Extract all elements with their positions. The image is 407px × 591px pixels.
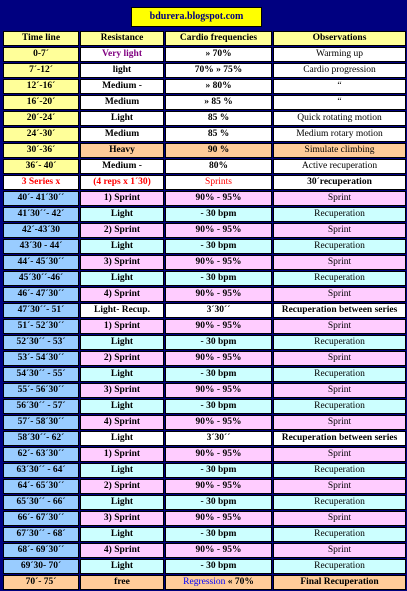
resistance-cell: Light bbox=[80, 495, 164, 510]
table-row bbox=[3, 319, 406, 334]
cardio-cell: 90% - 95% bbox=[165, 351, 272, 366]
time-cell: 47´30´´- 51´ bbox=[3, 303, 79, 318]
observation-cell: Sprint bbox=[273, 191, 406, 206]
resistance-cell: Light bbox=[80, 335, 164, 350]
time-cell: 42´-43´30 bbox=[3, 223, 79, 238]
table-row bbox=[3, 271, 406, 286]
resistance-cell: 3) Sprint bbox=[80, 511, 164, 526]
observation-cell: Sprint bbox=[273, 287, 406, 302]
table-row bbox=[3, 431, 406, 446]
table-row bbox=[3, 111, 406, 126]
resistance-cell: 4) Sprint bbox=[80, 287, 164, 302]
time-cell: 68´- 69´30´´ bbox=[3, 543, 79, 558]
resistance-cell: Light bbox=[80, 431, 164, 446]
table-row bbox=[3, 559, 406, 574]
observation-cell: Recuperation bbox=[273, 367, 406, 382]
time-cell: 0-7´ bbox=[3, 47, 79, 62]
observation-cell: Sprint bbox=[273, 351, 406, 366]
observation-cell: Recuperation bbox=[273, 239, 406, 254]
table-row bbox=[3, 335, 406, 350]
cardio-cell: 90% - 95% bbox=[165, 255, 272, 270]
time-cell: 12´-16´ bbox=[3, 79, 79, 94]
blog-title: bdurera.blogspot.com bbox=[131, 7, 262, 27]
header-cardio: Cardio frequencies bbox=[165, 31, 272, 46]
resistance-cell: Medium - bbox=[80, 79, 164, 94]
time-cell: 65´30´´ - 66´ bbox=[3, 495, 79, 510]
resistance-cell: 4) Sprint bbox=[80, 543, 164, 558]
time-cell: 36´- 40´ bbox=[3, 159, 79, 174]
time-cell: 66´- 67´30´´ bbox=[3, 511, 79, 526]
table-row bbox=[3, 367, 406, 382]
cardio-cell bbox=[165, 575, 272, 590]
time-cell: 51´- 52´30´´ bbox=[3, 319, 79, 334]
cardio-cell: - 30 bpm bbox=[165, 527, 272, 542]
cardio-cell: » 80% bbox=[165, 79, 272, 94]
time-cell: 64´- 65´30´´ bbox=[3, 479, 79, 494]
cardio-cell: 3´30´´ bbox=[165, 431, 272, 446]
observation-cell: “ bbox=[273, 95, 406, 110]
observation-cell: Recuperation bbox=[273, 559, 406, 574]
observation-cell: Sprint bbox=[273, 319, 406, 334]
table-row bbox=[3, 255, 406, 270]
table-row bbox=[3, 95, 406, 110]
resistance-cell: Very light bbox=[80, 47, 164, 62]
header-time-line: Time line bbox=[3, 31, 79, 46]
time-cell: 70´- 75´ bbox=[3, 575, 79, 590]
observation-cell: Sprint bbox=[273, 223, 406, 238]
cardio-cell: 3´30´´ bbox=[165, 303, 272, 318]
observation-cell: 30´recuperation bbox=[273, 175, 406, 190]
header-resistance: Resistance bbox=[80, 31, 164, 46]
table-row bbox=[3, 303, 406, 318]
table-row bbox=[3, 511, 406, 526]
table-row bbox=[3, 415, 406, 430]
observation-cell: Recuperation between series bbox=[273, 431, 406, 446]
observation-cell: Recuperation bbox=[273, 207, 406, 222]
cardio-cell: 80% bbox=[165, 159, 272, 174]
cardio-cell: - 30 bpm bbox=[165, 271, 272, 286]
cardio-cell: 90% - 95% bbox=[165, 479, 272, 494]
observation-cell: Recuperation bbox=[273, 527, 406, 542]
final-row bbox=[3, 575, 406, 590]
time-cell: 43´30 - 44´ bbox=[3, 239, 79, 254]
observation-cell: Active recuperation bbox=[273, 159, 406, 174]
table-row bbox=[3, 239, 406, 254]
cardio-cell: - 30 bpm bbox=[165, 559, 272, 574]
resistance-cell: Light bbox=[80, 463, 164, 478]
table-row bbox=[3, 127, 406, 142]
resistance-cell: Light bbox=[80, 527, 164, 542]
resistance-cell: 1) Sprint bbox=[80, 447, 164, 462]
cardio-cell: » 85 % bbox=[165, 95, 272, 110]
resistance-cell: Medium - bbox=[80, 159, 164, 174]
time-cell: 62´- 63´30´´ bbox=[3, 447, 79, 462]
table-row bbox=[3, 175, 406, 190]
workout-table bbox=[2, 30, 407, 591]
resistance-cell: (4 reps x 1´30) bbox=[80, 175, 164, 190]
cardio-cell: - 30 bpm bbox=[165, 399, 272, 414]
time-cell: 55´- 56´30´´ bbox=[3, 383, 79, 398]
time-cell: 7´-12´ bbox=[3, 63, 79, 78]
resistance-cell: Light bbox=[80, 271, 164, 286]
resistance-cell: Light- Recup. bbox=[80, 303, 164, 318]
resistance-cell: Medium bbox=[80, 127, 164, 142]
cardio-cell: 90% - 95% bbox=[165, 543, 272, 558]
time-cell: 24´-30´ bbox=[3, 127, 79, 142]
cardio-cell: 70% » 75% bbox=[165, 63, 272, 78]
resistance-cell: 1) Sprint bbox=[80, 191, 164, 206]
observation-cell: Recuperation bbox=[273, 271, 406, 286]
cardio-cell: - 30 bpm bbox=[165, 367, 272, 382]
regression-label: Regression bbox=[183, 577, 226, 587]
cardio-cell: 90% - 95% bbox=[165, 511, 272, 526]
time-cell: 46´- 47´30´´ bbox=[3, 287, 79, 302]
time-cell: 40´- 41´30´´ bbox=[3, 191, 79, 206]
cardio-cell: - 30 bpm bbox=[165, 335, 272, 350]
cardio-cell: - 30 bpm bbox=[165, 463, 272, 478]
cardio-cell: 90 % bbox=[165, 143, 272, 158]
observation-cell: Sprint bbox=[273, 447, 406, 462]
resistance-cell: light bbox=[80, 63, 164, 78]
resistance-cell: 2) Sprint bbox=[80, 351, 164, 366]
time-cell: 69´30- 70´ bbox=[3, 559, 79, 574]
table-row bbox=[3, 463, 406, 478]
resistance-cell: 3) Sprint bbox=[80, 383, 164, 398]
cardio-cell: 90% - 95% bbox=[165, 447, 272, 462]
time-cell: 58´30´´- 62´ bbox=[3, 431, 79, 446]
table-row bbox=[3, 207, 406, 222]
regression-value: « 70% bbox=[225, 577, 254, 587]
time-cell: 20´-24´ bbox=[3, 111, 79, 126]
resistance-cell: 4) Sprint bbox=[80, 415, 164, 430]
cardio-cell: Sprints bbox=[165, 175, 272, 190]
table-row bbox=[3, 543, 406, 558]
resistance-cell: 3) Sprint bbox=[80, 255, 164, 270]
observation-cell: Quick rotating motion bbox=[273, 111, 406, 126]
cardio-cell: 90% - 95% bbox=[165, 223, 272, 238]
table-row bbox=[3, 223, 406, 238]
time-cell: 57´- 58´30´´ bbox=[3, 415, 79, 430]
observation-cell: Medium rotary motion bbox=[273, 127, 406, 142]
observation-cell: “ bbox=[273, 79, 406, 94]
table-row bbox=[3, 479, 406, 494]
table-row bbox=[3, 383, 406, 398]
cardio-cell: - 30 bpm bbox=[165, 207, 272, 222]
observation-cell: Recuperation bbox=[273, 495, 406, 510]
resistance-cell: Medium bbox=[80, 95, 164, 110]
observation-cell: Sprint bbox=[273, 479, 406, 494]
table-row bbox=[3, 159, 406, 174]
time-cell: 52´30´´ - 53´ bbox=[3, 335, 79, 350]
observation-cell: Recuperation bbox=[273, 463, 406, 478]
resistance-cell: Light bbox=[80, 111, 164, 126]
cardio-cell: 85 % bbox=[165, 111, 272, 126]
cardio-cell: » 70% bbox=[165, 47, 272, 62]
resistance-cell: 1) Sprint bbox=[80, 319, 164, 334]
table-row bbox=[3, 191, 406, 206]
time-cell: 67´30´´ - 68´ bbox=[3, 527, 79, 542]
cardio-cell: 90% - 95% bbox=[165, 287, 272, 302]
resistance-cell: Light bbox=[80, 399, 164, 414]
resistance-cell: Light bbox=[80, 207, 164, 222]
time-cell: 44´- 45´30´´ bbox=[3, 255, 79, 270]
resistance-cell: Heavy bbox=[80, 143, 164, 158]
observation-cell: Cardio progression bbox=[273, 63, 406, 78]
observation-cell: Sprint bbox=[273, 383, 406, 398]
time-cell: 3 Series x bbox=[3, 175, 79, 190]
resistance-cell: free bbox=[80, 575, 164, 590]
table-row bbox=[3, 495, 406, 510]
observation-cell: Warming up bbox=[273, 47, 406, 62]
table-row bbox=[3, 287, 406, 302]
observation-cell: Recuperation bbox=[273, 399, 406, 414]
cardio-cell: 90% - 95% bbox=[165, 415, 272, 430]
header-row bbox=[3, 31, 406, 46]
observation-cell: Sprint bbox=[273, 415, 406, 430]
table-row bbox=[3, 63, 406, 78]
cardio-cell: - 30 bpm bbox=[165, 495, 272, 510]
header-observations: Observations bbox=[273, 31, 406, 46]
cardio-cell: 90% - 95% bbox=[165, 191, 272, 206]
time-cell: 45´30´´-46´ bbox=[3, 271, 79, 286]
observation-cell: Sprint bbox=[273, 543, 406, 558]
table-row bbox=[3, 143, 406, 158]
resistance-cell: 2) Sprint bbox=[80, 479, 164, 494]
time-cell: 56´30´´ - 57´ bbox=[3, 399, 79, 414]
time-cell: 63´30´´ - 64´ bbox=[3, 463, 79, 478]
cardio-cell: 90% - 95% bbox=[165, 383, 272, 398]
table-row bbox=[3, 527, 406, 542]
resistance-cell: Light bbox=[80, 559, 164, 574]
time-cell: 41´30´´- 42´ bbox=[3, 207, 79, 222]
table-row bbox=[3, 79, 406, 94]
observation-cell: Simulate climbing bbox=[273, 143, 406, 158]
resistance-cell: Light bbox=[80, 239, 164, 254]
time-cell: 53´- 54´30´´ bbox=[3, 351, 79, 366]
table-row bbox=[3, 351, 406, 366]
observation-cell: Sprint bbox=[273, 511, 406, 526]
observation-cell: Sprint bbox=[273, 255, 406, 270]
cardio-cell: 90% - 95% bbox=[165, 319, 272, 334]
cardio-cell: - 30 bpm bbox=[165, 239, 272, 254]
table-row bbox=[3, 447, 406, 462]
observation-cell: Recuperation bbox=[273, 335, 406, 350]
time-cell: 16´-20´ bbox=[3, 95, 79, 110]
cardio-cell: 85 % bbox=[165, 127, 272, 142]
observation-cell: Final Recuperation bbox=[273, 575, 406, 590]
time-cell: 54´30´´ - 55´ bbox=[3, 367, 79, 382]
table-row bbox=[3, 399, 406, 414]
resistance-cell: 2) Sprint bbox=[80, 223, 164, 238]
resistance-cell: Light bbox=[80, 367, 164, 382]
time-cell: 30´-36´ bbox=[3, 143, 79, 158]
table-row bbox=[3, 47, 406, 62]
observation-cell: Recuperation between series bbox=[273, 303, 406, 318]
